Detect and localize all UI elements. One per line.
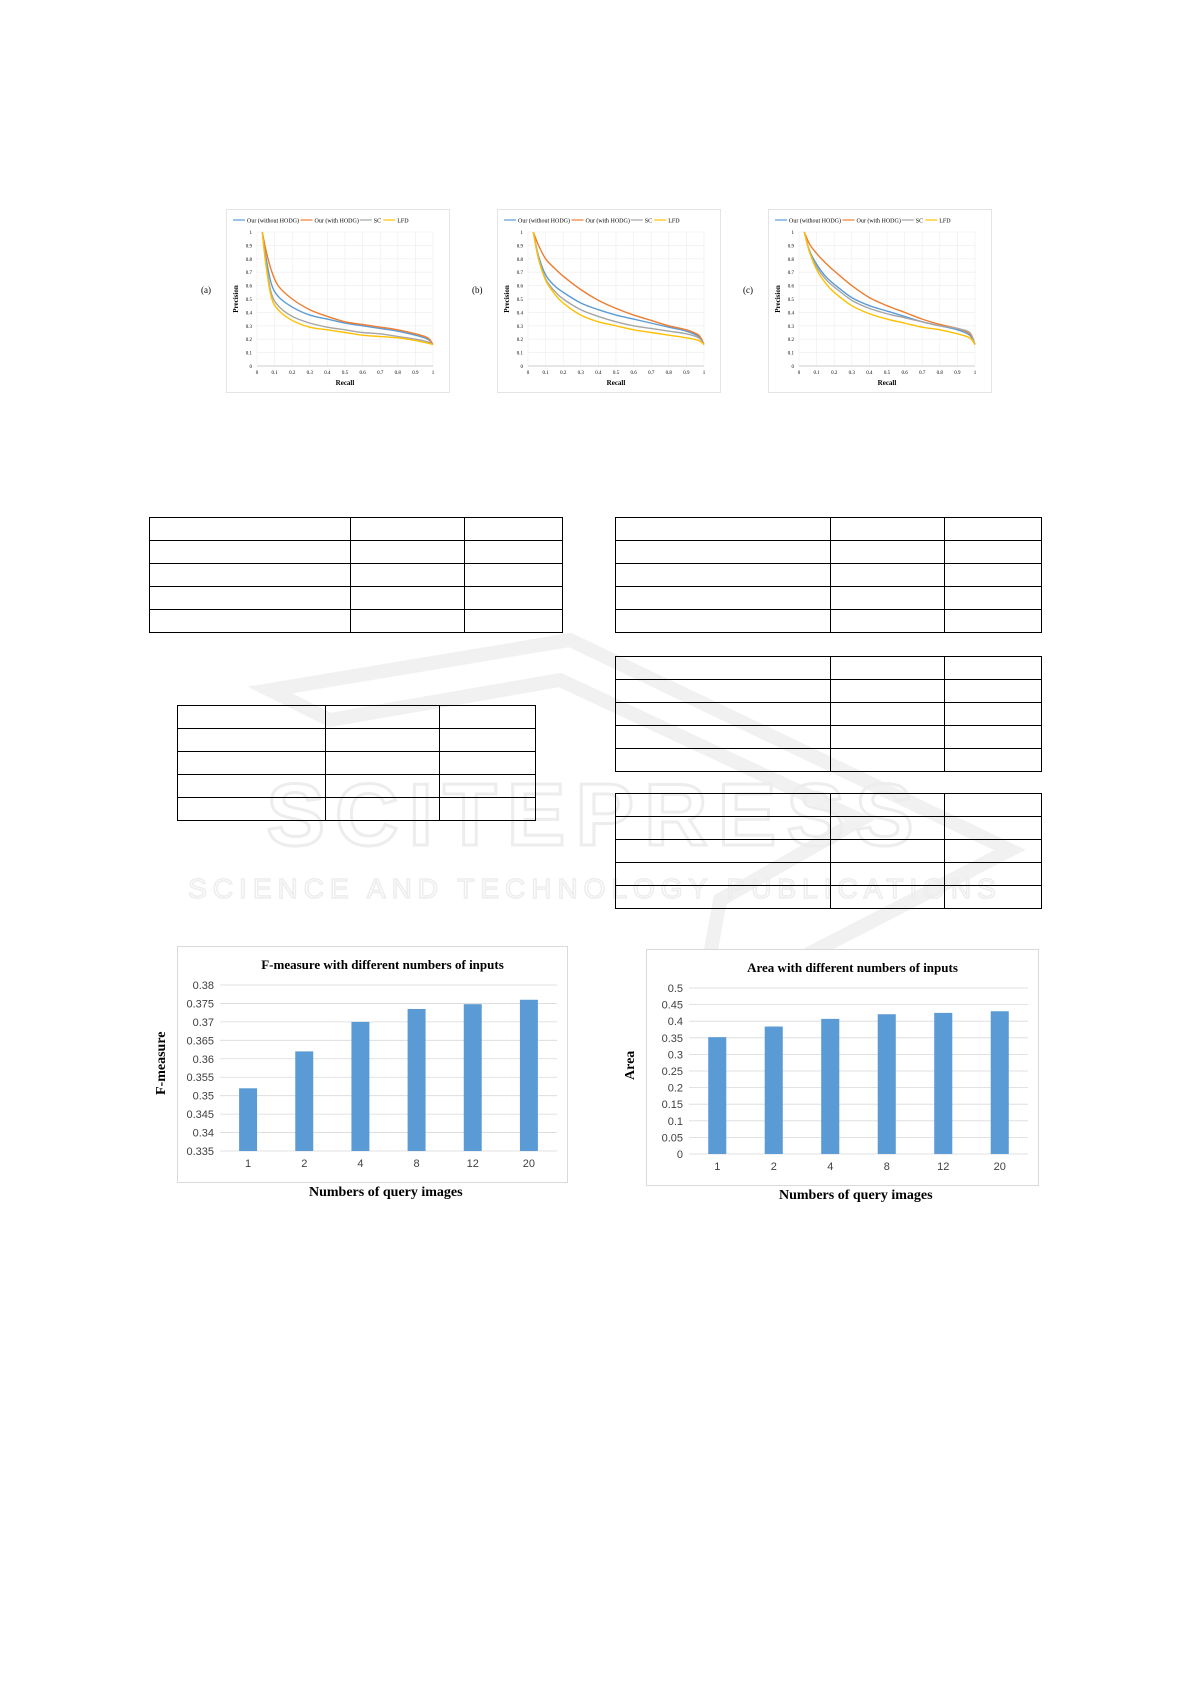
fmeasure-xlabel: Numbers of query images: [309, 1185, 463, 1200]
x-tick-label: 1: [702, 371, 706, 376]
table-row: [616, 886, 1042, 909]
y-tick-label: 0.15: [661, 1099, 683, 1112]
legend-entry: LFD: [397, 218, 409, 225]
y-tick-label: 0.6: [516, 284, 523, 290]
y-tick-label: 0.34: [192, 1127, 214, 1140]
series-line: [533, 232, 704, 345]
table-row: [616, 749, 1042, 772]
x-tick-label: 0.6: [359, 371, 366, 376]
table-row: [616, 518, 1042, 541]
y-tick-label: 0.7: [787, 271, 794, 277]
series-line: [262, 232, 433, 345]
bar: [520, 1000, 538, 1151]
y-tick-label: 0.1: [787, 351, 794, 357]
y-tick-label: 0.9: [245, 244, 252, 250]
x-tick-label: 0: [255, 371, 259, 376]
fmeasure-bar-chart: [177, 946, 568, 1183]
legend-entry: Our (with HODG): [585, 218, 630, 225]
y-tick-label: 0.4: [245, 311, 252, 317]
x-tick-label: 0.9: [954, 371, 961, 376]
legend-entry: Our (without HODG): [247, 218, 299, 225]
watermark-subtitle: SCIENCE AND TECHNOLOGY PUBLICATIONS: [188, 873, 1002, 904]
y-tick-label: 0.345: [186, 1109, 214, 1122]
y-tick-label: 0.8: [245, 257, 252, 263]
x-tick-label: 0.8: [936, 371, 943, 376]
x-tick-label: 0.4: [324, 371, 331, 376]
series-line: [262, 232, 433, 345]
bar: [878, 1014, 896, 1154]
x-tick-label: 1: [245, 1158, 252, 1170]
table-5: [615, 793, 1042, 909]
x-tick-label: 0.8: [394, 371, 401, 376]
x-tick-label: 0.2: [831, 371, 838, 376]
y-tick-label: 1: [520, 231, 523, 236]
table-row: [616, 840, 1042, 863]
table-row: [616, 726, 1042, 749]
chart-title: Area with different numbers of inputs: [747, 960, 958, 975]
table-2: [177, 705, 536, 821]
area-bar-chart: [646, 949, 1039, 1186]
y-tick-label: 0.1: [667, 1115, 683, 1128]
y-tick-label: 0.38: [192, 980, 214, 992]
y-tick-label: 0.5: [787, 298, 794, 303]
x-tick-label: 0.7: [648, 371, 655, 376]
y-tick-label: 0.2: [245, 338, 252, 344]
series-line: [262, 232, 433, 345]
panel-label-b: (b): [472, 285, 483, 295]
y-tick-label: 0.25: [661, 1066, 683, 1078]
table-1: [149, 517, 563, 633]
y-tick-label: 0: [676, 1149, 683, 1161]
x-tick-label: 0.7: [919, 371, 926, 376]
table-row: [616, 541, 1042, 564]
x-tick-label: 0: [797, 371, 801, 376]
bar: [408, 1009, 426, 1151]
legend-entry: LFD: [939, 218, 951, 225]
x-tick-label: 0.3: [306, 371, 313, 376]
fmeasure-ylabel: F-measure: [154, 1031, 169, 1095]
y-tick-label: 0.05: [661, 1132, 683, 1145]
legend-entry: Our (without HODG): [789, 218, 841, 225]
y-tick-label: 0.335: [186, 1146, 214, 1158]
bar: [765, 1027, 783, 1154]
y-tick-label: 0.5: [245, 298, 252, 303]
x-tick-label: 0.6: [630, 371, 637, 376]
x-tick-label: 20: [522, 1158, 536, 1170]
x-tick-label: 0.2: [289, 371, 296, 376]
area-ylabel: Area: [623, 1050, 638, 1080]
y-tick-label: 0.1: [516, 351, 523, 357]
x-tick-label: 12: [937, 1161, 950, 1173]
x-axis-label: Recall: [335, 379, 355, 387]
y-tick-label: 0.2: [787, 338, 794, 344]
x-tick-label: 0.5: [883, 371, 891, 376]
y-tick-label: 0.365: [186, 1035, 214, 1048]
table-row: [616, 564, 1042, 587]
x-tick-label: 8: [883, 1161, 890, 1173]
bar: [295, 1051, 313, 1151]
panel-label-c: (c): [743, 285, 753, 295]
x-tick-label: 20: [993, 1161, 1006, 1173]
table-row: [616, 863, 1042, 886]
x-tick-label: 12: [466, 1158, 479, 1170]
pr-chart-c: [768, 209, 992, 393]
x-tick-label: 0.4: [595, 371, 602, 376]
y-tick-label: 0.4: [667, 1016, 683, 1029]
bar: [351, 1022, 369, 1151]
y-tick-label: 0.6: [245, 284, 252, 290]
y-tick-label: 0.8: [787, 257, 794, 263]
y-tick-label: 0.7: [516, 271, 523, 277]
y-tick-label: 0.8: [516, 257, 523, 263]
table-row: [616, 610, 1042, 633]
x-tick-label: 0: [526, 371, 530, 376]
y-tick-label: 0.3: [245, 324, 252, 330]
bar: [708, 1037, 726, 1154]
legend-entry: SC: [915, 218, 924, 225]
y-tick-label: 0.37: [192, 1016, 214, 1029]
y-tick-label: 0.5: [667, 983, 683, 995]
table-row: [178, 775, 536, 798]
x-tick-label: 0.4: [866, 371, 873, 376]
y-tick-label: 0.4: [787, 311, 794, 317]
table-row: [150, 518, 563, 541]
y-tick-label: 0.45: [661, 999, 683, 1012]
x-tick-label: 0.1: [813, 371, 820, 376]
table-row: [616, 657, 1042, 680]
bar: [991, 1011, 1009, 1154]
legend-entry: SC: [644, 218, 653, 225]
chart-title: F-measure with different numbers of inputs: [261, 957, 504, 972]
y-tick-label: 0.1: [245, 351, 252, 357]
y-tick-label: 0: [791, 365, 794, 370]
x-tick-label: 0.7: [377, 371, 384, 376]
y-tick-label: 0.3: [787, 324, 794, 330]
x-tick-label: 0.8: [665, 371, 672, 376]
x-tick-label: 1: [973, 371, 977, 376]
y-tick-label: 0.4: [516, 311, 523, 317]
table-row: [178, 729, 536, 752]
y-tick-label: 0.3: [516, 324, 523, 330]
table-row: [616, 817, 1042, 840]
x-tick-label: 0.6: [901, 371, 908, 376]
legend-entry: Our (with HODG): [856, 218, 901, 225]
pr-chart-b: [497, 209, 721, 393]
x-tick-label: 0.2: [560, 371, 567, 376]
y-tick-label: 0: [520, 365, 523, 370]
y-axis-label: Precision: [503, 285, 511, 313]
table-row: [616, 794, 1042, 817]
y-tick-label: 0.9: [516, 244, 523, 250]
x-tick-label: 0.3: [848, 371, 855, 376]
table-row: [150, 564, 563, 587]
x-tick-label: 1: [714, 1161, 721, 1173]
legend-entry: LFD: [668, 218, 680, 225]
table-row: [178, 798, 536, 821]
legend-entry: Our (with HODG): [314, 218, 359, 225]
y-tick-label: 1: [249, 231, 252, 236]
x-tick-label: 2: [301, 1158, 308, 1170]
table-row: [616, 680, 1042, 703]
table-4: [615, 656, 1042, 772]
legend-entry: SC: [373, 218, 382, 225]
x-tick-label: 4: [357, 1158, 364, 1170]
y-tick-label: 0.36: [192, 1053, 214, 1066]
y-tick-label: 0.375: [186, 998, 214, 1011]
y-tick-label: 0.35: [661, 1032, 683, 1045]
x-tick-label: 0.5: [341, 371, 349, 376]
y-tick-label: 0.355: [186, 1072, 214, 1085]
bar: [464, 1004, 482, 1151]
y-axis-label: Precision: [774, 285, 782, 313]
x-tick-label: 1: [431, 371, 435, 376]
series-line: [262, 232, 433, 345]
table-3: [615, 517, 1042, 633]
x-axis-label: Recall: [877, 379, 897, 387]
pr-chart-a: [226, 209, 450, 393]
panel-label-a: (a): [201, 285, 211, 295]
x-tick-label: 0.9: [683, 371, 690, 376]
x-tick-label: 2: [770, 1161, 777, 1173]
y-tick-label: 1: [791, 231, 794, 236]
x-axis-label: Recall: [606, 379, 626, 387]
y-tick-label: 0.2: [667, 1082, 683, 1095]
table-row: [150, 541, 563, 564]
x-tick-label: 0.1: [271, 371, 278, 376]
bar: [239, 1088, 257, 1151]
y-tick-label: 0.6: [787, 284, 794, 290]
table-row: [178, 752, 536, 775]
x-tick-label: 4: [827, 1161, 834, 1173]
y-tick-label: 0.3: [667, 1049, 683, 1062]
y-tick-label: 0.5: [516, 298, 523, 303]
y-axis-label: Precision: [232, 285, 240, 313]
area-xlabel: Numbers of query images: [779, 1188, 933, 1203]
x-tick-label: 0.3: [577, 371, 584, 376]
table-row: [616, 587, 1042, 610]
table-row: [616, 703, 1042, 726]
legend-entry: Our (without HODG): [518, 218, 570, 225]
table-row: [150, 610, 563, 633]
y-tick-label: 0.2: [516, 338, 523, 344]
table-row: [150, 587, 563, 610]
bar: [934, 1013, 952, 1154]
x-tick-label: 0.1: [542, 371, 549, 376]
x-tick-label: 0.5: [612, 371, 620, 376]
y-tick-label: 0: [249, 365, 252, 370]
y-tick-label: 0.9: [787, 244, 794, 250]
y-tick-label: 0.35: [192, 1090, 214, 1103]
x-tick-label: 8: [413, 1158, 420, 1170]
watermark-title: SCITEPRESS: [266, 765, 924, 864]
bar: [821, 1019, 839, 1154]
table-row: [178, 706, 536, 729]
y-tick-label: 0.7: [245, 271, 252, 277]
x-tick-label: 0.9: [412, 371, 419, 376]
